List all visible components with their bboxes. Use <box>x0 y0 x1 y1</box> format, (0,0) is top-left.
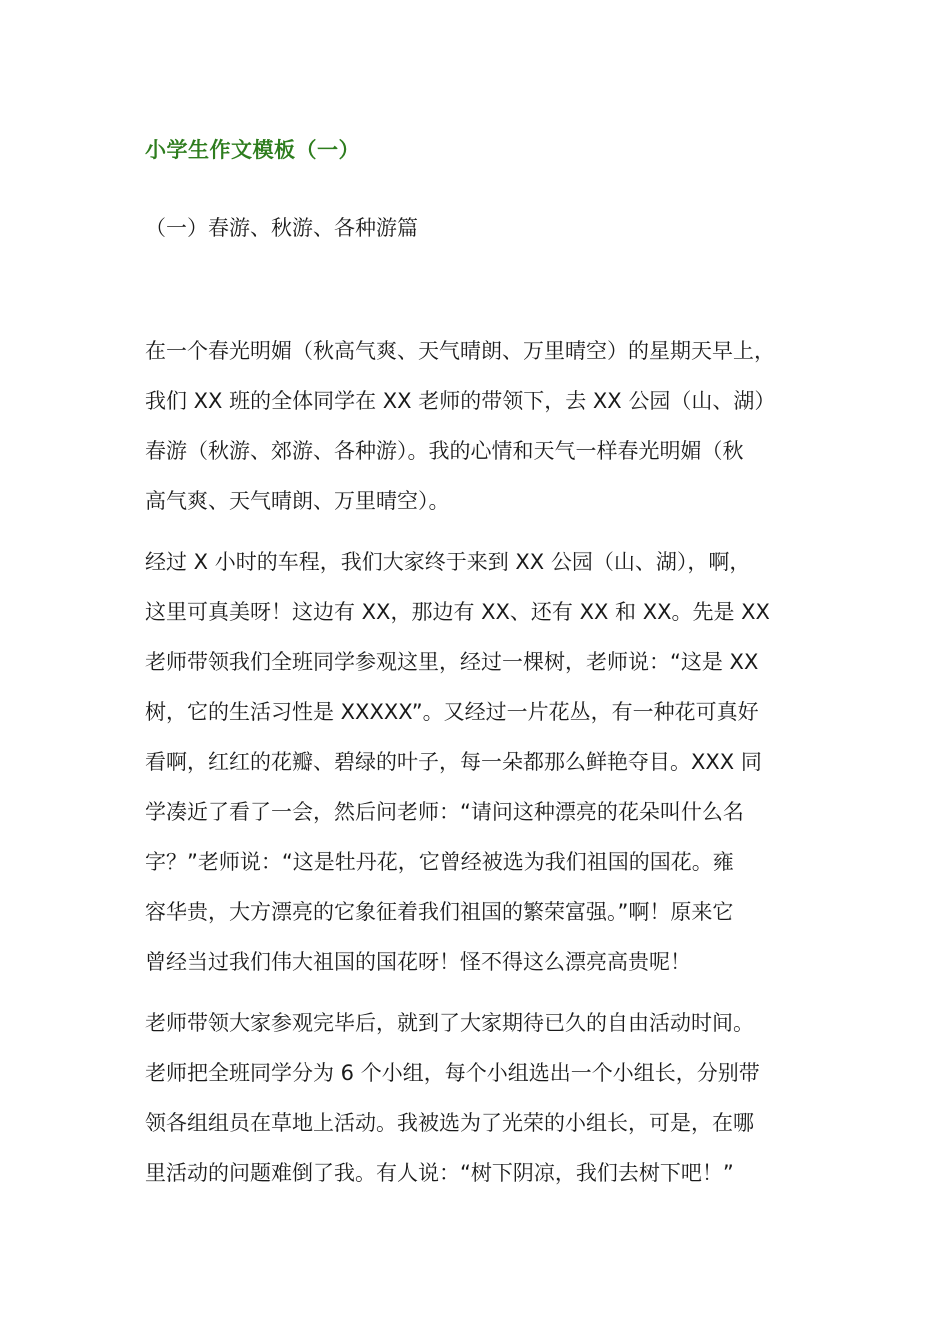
paragraph-line: 老师把全班同学分为 6 个小组，每个小组选出一个小组长，分别带 <box>145 1061 760 1085</box>
paragraph-line: 在一个春光明媚（秋高气爽、天气晴朗、万里晴空）的星期天早上， <box>145 339 775 363</box>
paragraph-line: 高气爽、天气晴朗、万里晴空）。 <box>145 489 450 513</box>
paragraph-1 <box>145 326 805 526</box>
paragraph-line: 容华贵，大方漂亮的它象征着我们祖国的繁荣富强。”啊！原来它 <box>145 900 734 924</box>
paragraph-line: 看啊，红红的花瓣、碧绿的叶子，每一朵都那么鲜艳夺目。XXX 同 <box>145 750 762 774</box>
paragraph-2 <box>145 537 805 987</box>
paragraph-line: 曾经当过我们伟大祖国的国花呀！怪不得这么漂亮高贵呢！ <box>145 950 691 974</box>
paragraph-line: 树，它的生活习性是 XXXXX”。又经过一片花丛，有一种花可真好 <box>145 700 759 724</box>
paragraph-line: 老师带领大家参观完毕后，就到了大家期待已久的自由活动时间。 <box>145 1011 754 1035</box>
paragraph-line: 领各组组员在草地上活动。我被选为了光荣的小组长，可是，在哪 <box>145 1111 754 1135</box>
paragraph-line: 这里可真美呀！这边有 XX，那边有 XX、还有 XX 和 XX。先是 XX <box>145 600 770 624</box>
section-heading: （一）春游、秋游、各种游篇 <box>145 216 418 240</box>
paragraph-line: 我们 XX 班的全体同学在 XX 老师的带领下，去 XX 公园（山、湖） <box>145 389 776 413</box>
paragraph-line: 学凑近了看了一会，然后问老师：“请问这种漂亮的花朵叫什么名 <box>145 800 744 824</box>
paragraph-line: 老师带领我们全班同学参观这里，经过一棵树，老师说：“这是 XX <box>145 650 759 674</box>
paragraph-line: 里活动的问题难倒了我。有人说：“树下阴凉，我们去树下吧！” <box>145 1161 734 1185</box>
paragraph-line: 春游（秋游、郊游、各种游）。我的心情和天气一样春光明媚（秋 <box>145 439 744 463</box>
paragraph-line: 字？”老师说：“这是牡丹花，它曾经被选为我们祖国的国花。雍 <box>145 850 734 874</box>
paragraph-3 <box>145 998 805 1198</box>
paragraph-line: 经过 X 小时的车程，我们大家终于来到 XX 公园（山、湖），啊， <box>145 550 751 574</box>
document-title: 小学生作文模板（一） <box>145 138 360 162</box>
